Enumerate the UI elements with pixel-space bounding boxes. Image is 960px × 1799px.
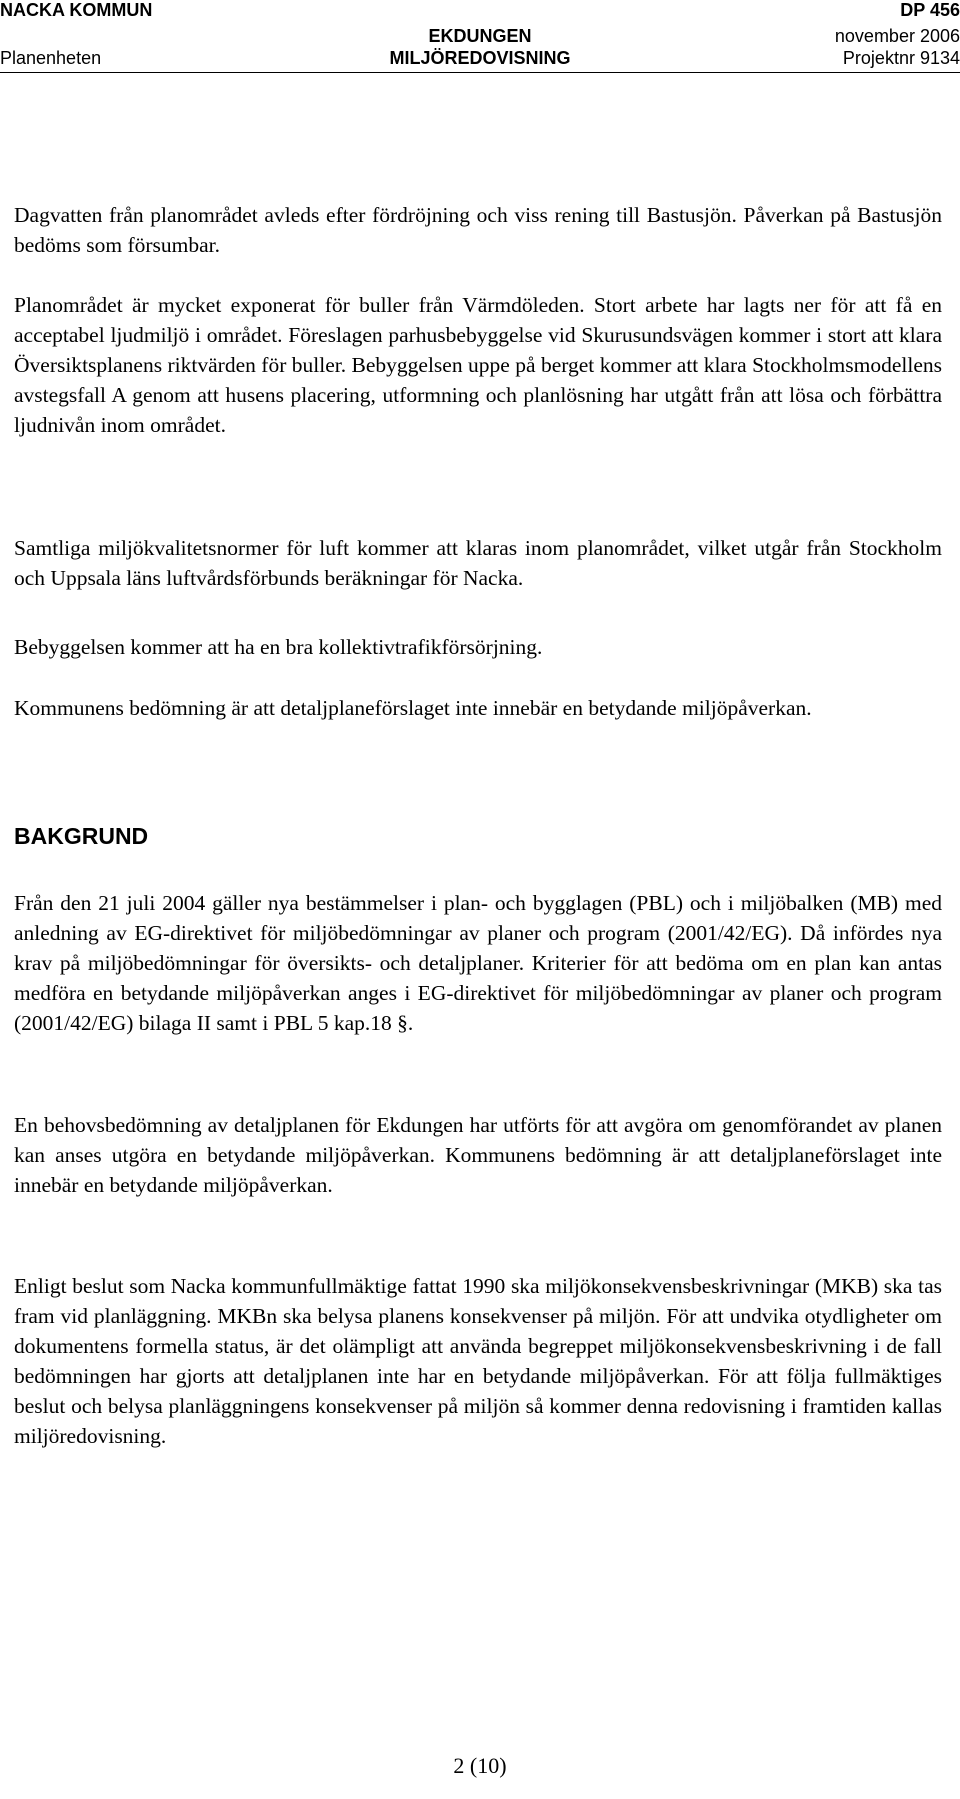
body-text-section bbox=[14, 1110, 942, 1200]
page-number: 2 (10) bbox=[453, 1753, 507, 1778]
header-row-2 bbox=[0, 24, 960, 48]
project-number: Projektnr 9134 bbox=[842, 48, 960, 68]
header-row-1 bbox=[0, 0, 960, 22]
body-text-section bbox=[14, 693, 942, 723]
header-row-3 bbox=[0, 46, 960, 70]
paragraph-regulations: Från den 21 juli 2004 gäller nya bestämmelser i plan- och bygglagen (PBL) och i miljöbalken (MB) med anledning av EG-direktivet för miljöbedömningar av planer och program (2001/42/EG). Då infördes nya krav på miljöbedömningar för översikts- och detaljplaner. Kriterier för att bedöma om en plan kan antas medföra en betydande miljöpåverkan anges i EG-direktivet för miljöbedömningar av planer och program (2001/42/EG) bilaga II samt i PBL 5 kap.18 §. bbox=[14, 891, 942, 1035]
paragraph-needs-assessment: En behovsbedömning av detaljplanen för Ekdungen har utförts för att avgöra om genomförandet av planen kan anses utgöra en betydande miljöpåverkan. Kommunens bedömning är att detaljplaneförslaget inte innebär en betydande miljöpåverkan. bbox=[14, 1113, 942, 1197]
paragraph-assessment: Kommunens bedömning är att detaljplaneförslaget inte innebär en betydande miljöpåverkan. bbox=[14, 696, 812, 720]
paragraph-council-decision: Enligt beslut som Nacka kommunfullmäktige fattat 1990 ska miljökonsekvensbeskrivningar (MKB) ska tas fram vid planläggning. MKBn ska belysa planens konsekvenser på miljön. För att undvika otydligheter om dokumentens formella status, är det olämpligt att använda begreppet miljökonsekvensbeskrivning i de fall bedömningen har gjorts att detaljplanen inte har en betydande miljöpåverkan. För att följa fullmäktiges beslut och belysa planläggningens konsekvenser på miljön så kommer denna redovisning i framtiden kallas miljöredovisning. bbox=[14, 1274, 942, 1448]
body-text-section bbox=[14, 1271, 942, 1451]
document-date: november 2006 bbox=[834, 26, 960, 46]
paragraph-air-quality: Samtliga miljökvalitetsnormer för luft kommer att klaras inom planområdet, vilket utgår från Stockholm och Uppsala läns luftvårdsförbunds beräkningar för Nacka. bbox=[14, 536, 942, 590]
paragraph-noise: Planområdet är mycket exponerat för buller från Värmdöleden. Stort arbete har lagts ner för att få en acceptabel ljudmiljö i området. Föreslagen parhusbebyggelse vid Skurusundsvägen kommer i stort att klara Översiktsplanens riktvärden för buller. Bebyggelsen uppe på berget kommer att klara Stockholmsmodellens avstegsfall A genom att husens placering, utformning och planlösning har utgått från att lösa och förbättra ljudnivån inom området. bbox=[14, 293, 942, 437]
body-text-section bbox=[14, 533, 942, 593]
document-type: MILJÖREDOVISNING bbox=[389, 48, 571, 68]
document-number: DP 456 bbox=[900, 0, 960, 20]
header-rule bbox=[0, 72, 960, 73]
organization-name: NACKA KOMMUN bbox=[0, 0, 153, 20]
body-text-section bbox=[14, 888, 942, 1038]
body-text-section bbox=[14, 200, 942, 260]
body-text-section bbox=[14, 290, 942, 440]
paragraph-public-transport: Bebyggelsen kommer att ha en bra kollektivtrafikförsörjning. bbox=[14, 635, 543, 659]
paragraph-stormwater: Dagvatten från planområdet avleds efter fördröjning och viss rening till Bastusjön. Påverkan på Bastusjön bedöms som försumbar. bbox=[14, 203, 942, 257]
section-heading: BAKGRUND bbox=[14, 823, 149, 849]
department-name: Planenheten bbox=[0, 48, 102, 68]
project-name: EKDUNGEN bbox=[428, 26, 532, 46]
body-text-section bbox=[14, 632, 942, 662]
